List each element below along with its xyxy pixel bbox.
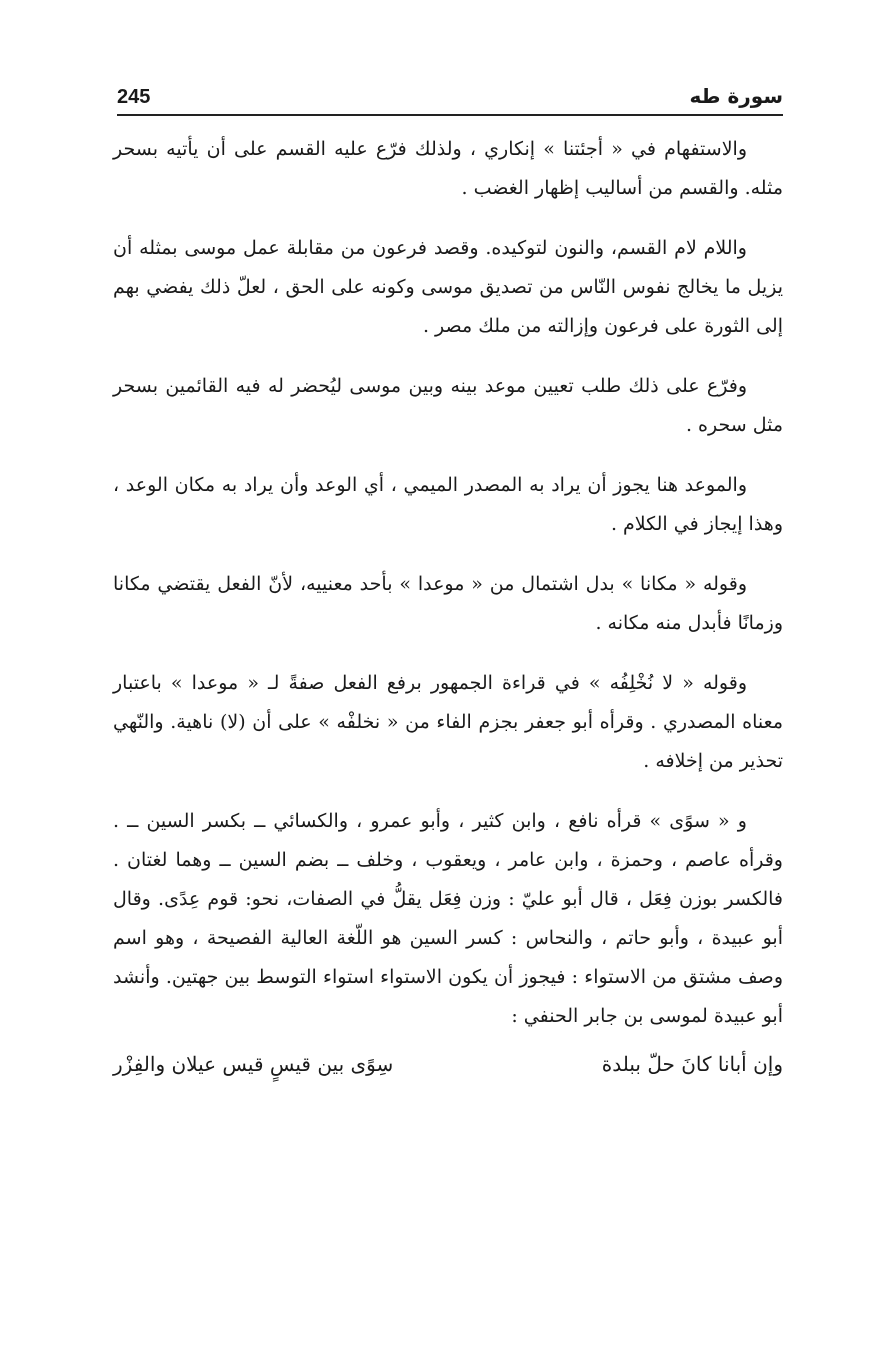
verse-first-hemistich: وإن أبانا كانَ حلّ ببلدة xyxy=(601,1052,783,1076)
poetry-verse xyxy=(113,1044,783,1084)
page-body xyxy=(113,130,783,1084)
page-number: 245 xyxy=(117,86,151,108)
paragraph: واللام لام القسم، والنون لتوكيده. وقصد فرعون من مقابلة عمل موسى بمثله أن يزيل ما يخالج نفوس النّاس من تصديق موسى وكونه على الحق ، لعلّ ذلك يفضي بهم إلى الثورة على فرعون وإزالته من ملك مصر . xyxy=(113,237,783,337)
paragraph: والموعد هنا يجوز أن يراد به المصدر الميمي ، أي الوعد وأن يراد به مكان الوعد ، وهذا إيجاز في الكلام . xyxy=(113,474,783,535)
paragraph: و « سوًى » قرأه نافع ، وابن كثير ، وأبو عمرو ، والكسائي ــ بكسر السين ــ . وقرأه عاصم ، وحمزة ، وابن عامر ، ويعقوب ، وخلف ــ بضم السين ــ وهما لغتان . فالكسر بوزن فِعَل ، قال أبو عليّ : وزن فِعَل يقلُّ في الصفات، نحو: قوم عِدًى. وقال أبو عبيدة ، وأبو حاتم ، والنحاس : كسر السين هو اللّغة العالية الفصيحة ، وهو اسم وصف مشتق من الاستواء : فيجوز أن يكون الاستواء استواء التوسط بين جهتين. وأنشد أبو عبيدة لموسى بن جابر الحنفي : xyxy=(113,810,783,1027)
paragraph: والاستفهام في « أجئتنا » إنكاري ، ولذلك فرّع عليه القسم على أن يأتيه بسحر مثله. والقسم من أساليب إظهار الغضب . xyxy=(113,138,783,199)
paragraph: وفرّع على ذلك طلب تعيين موعد بينه وبين موسى ليُحضر له فيه القائمين بسحر مثل سحره . xyxy=(113,375,783,436)
paragraph: وقوله « مكانا » بدل اشتمال من « موعدا » بأحد معنييه، لأنّ الفعل يقتضي مكانا وزمانًا فأبدل منه مكانه . xyxy=(113,573,783,634)
paragraph: وقوله « لا نُخْلِفُه » في قراءة الجمهور برفع الفعل صفةً لـ « موعدا » باعتبار معناه المصدري . وقرأه أبو جعفر بجزم الفاء من « نخلفْه » على أن (لا) ناهية. والنّهي تحذير من إخلافه . xyxy=(113,672,783,772)
verse-second-hemistich: سِوًى بين قيسٍ قيس عيلان والفِزْر xyxy=(113,1052,394,1076)
page-header xyxy=(117,84,783,116)
surah-title: سورة طه xyxy=(689,84,783,108)
